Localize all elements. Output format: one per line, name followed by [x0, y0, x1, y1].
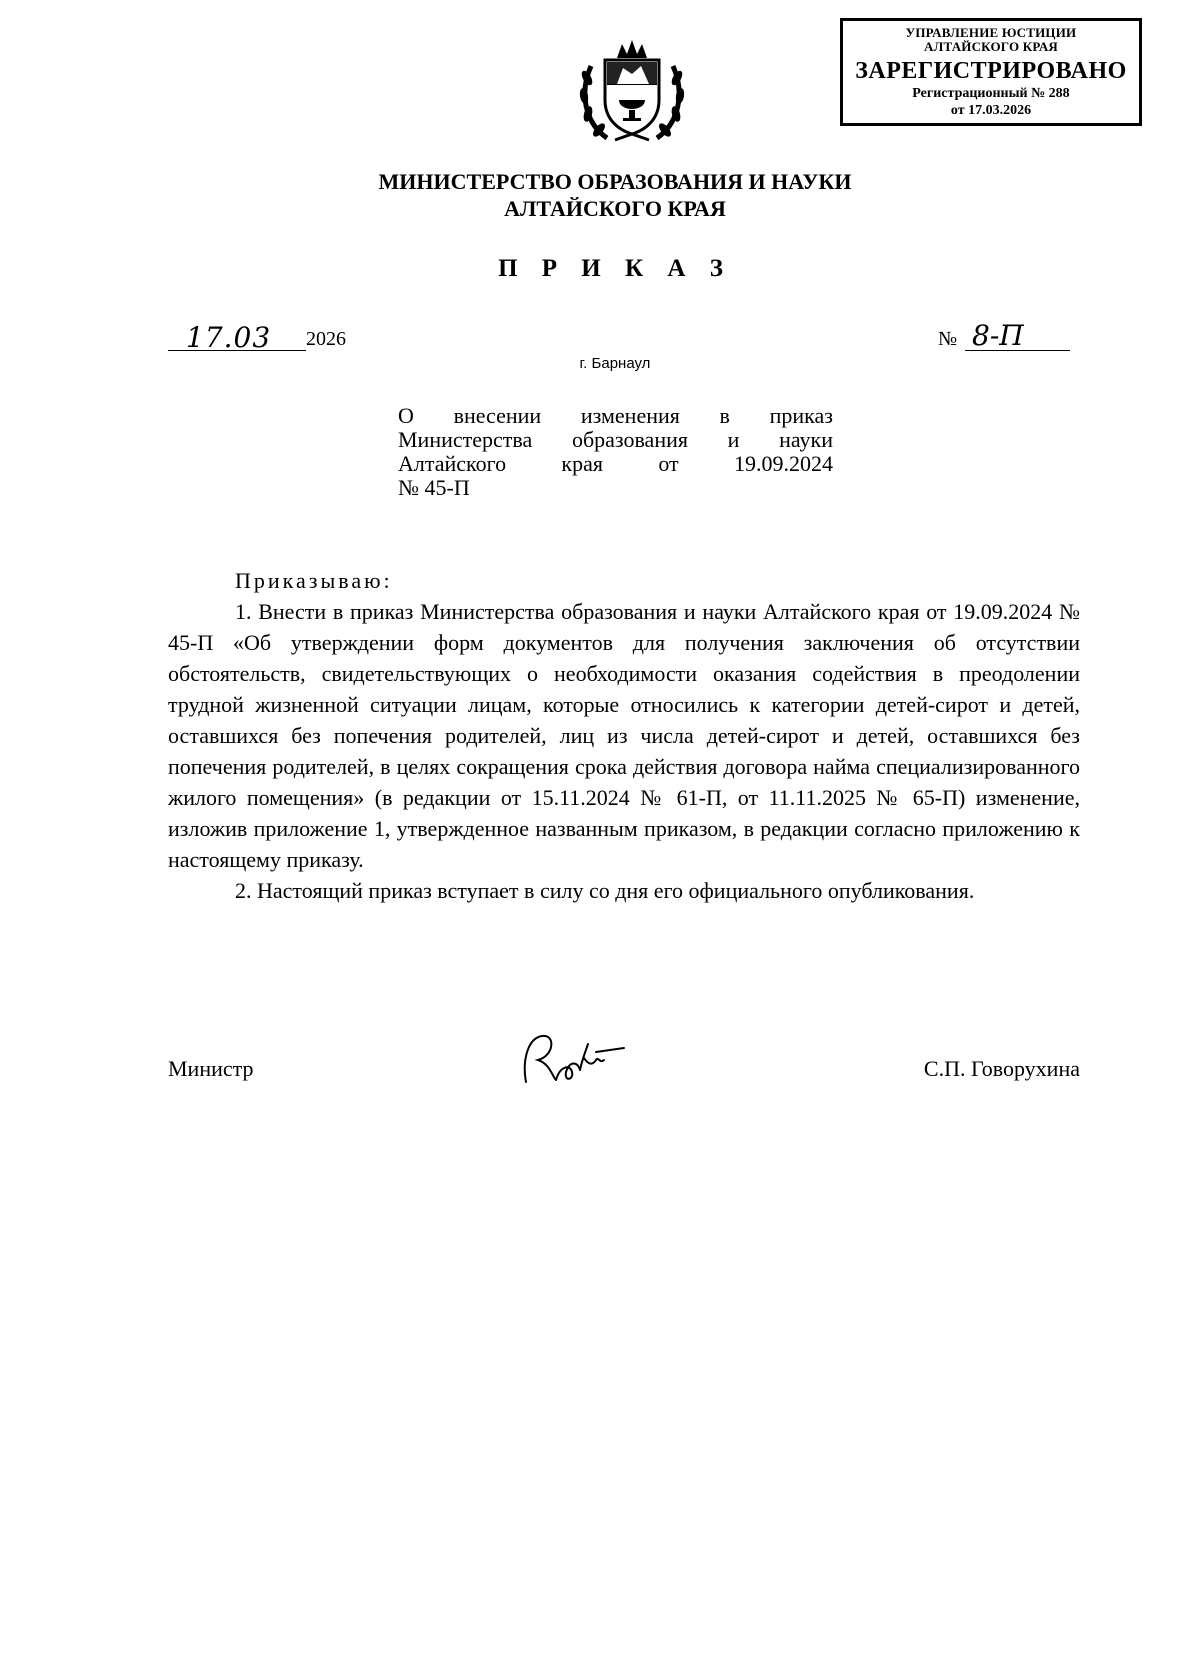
coat-of-arms-icon [577, 38, 687, 148]
order-body [168, 565, 1080, 906]
document-type: П Р И К А З [498, 255, 732, 282]
registration-stamp [840, 18, 1142, 126]
ministry-name: МИНИСТЕРСТВО ОБРАЗОВАНИЯ И НАУКИ АЛТАЙСКОГО КРАЯ [378, 169, 852, 221]
handwritten-signature-icon [516, 1030, 626, 1090]
stamp-status: ЗАРЕГИСТРИРОВАНО [855, 58, 1127, 84]
handwritten-number: 8-П [972, 319, 1024, 352]
signer-name: С.П. Говорухина [923, 1056, 1080, 1081]
city: г. Барнаул [579, 355, 651, 372]
stamp-department: УПРАВЛЕНИЕ ЮСТИЦИИ АЛТАЙСКОГО КРАЯ [905, 25, 1077, 54]
order-directive-word: Приказываю: [235, 568, 393, 593]
handwritten-date: 17.03 [186, 321, 272, 354]
date-year: 2026 [306, 328, 346, 350]
stamp-reg-date: от 17.03.2026 [950, 103, 1032, 118]
order-subject: О внесении изменения в приказ Министерства образования и науки Алтайского края от 19.09.2024 № 45-П [398, 403, 833, 500]
number-sign: № [938, 328, 958, 350]
stamp-reg-number: Регистрационный № 288 [912, 86, 1070, 101]
order-paragraph-1: 1. Внести в приказ Министерства образования и науки Алтайского края от 19.09.2024 № 45-П «Об утверждении форм документов для получения заключения об отсутствии обстоятельств, свидетельствующих о необходимости оказания содействия в преодолении трудной жизненной ситуации лицам, которые относились к категории детей-сирот и детей, оставшихся без попечения родителей, лиц из числа детей-сирот и детей, оставшихся без попечения родителей, в целях сокращения срока действия договора найма специализированного жилого помещения» (в редакции от 15.11.2024 № 61-П, от 11.11.2025 № 65-П) изменение, изложив приложение 1, утвержденное названным приказом, в редакции согласно приложению к настоящему приказу. [168, 599, 1080, 872]
signature-block [168, 1042, 1080, 1092]
signer-position: Министр [168, 1056, 254, 1081]
order-paragraph-2: 2. Настоящий приказ вступает в силу со дня его официального опубликования. [235, 878, 975, 903]
